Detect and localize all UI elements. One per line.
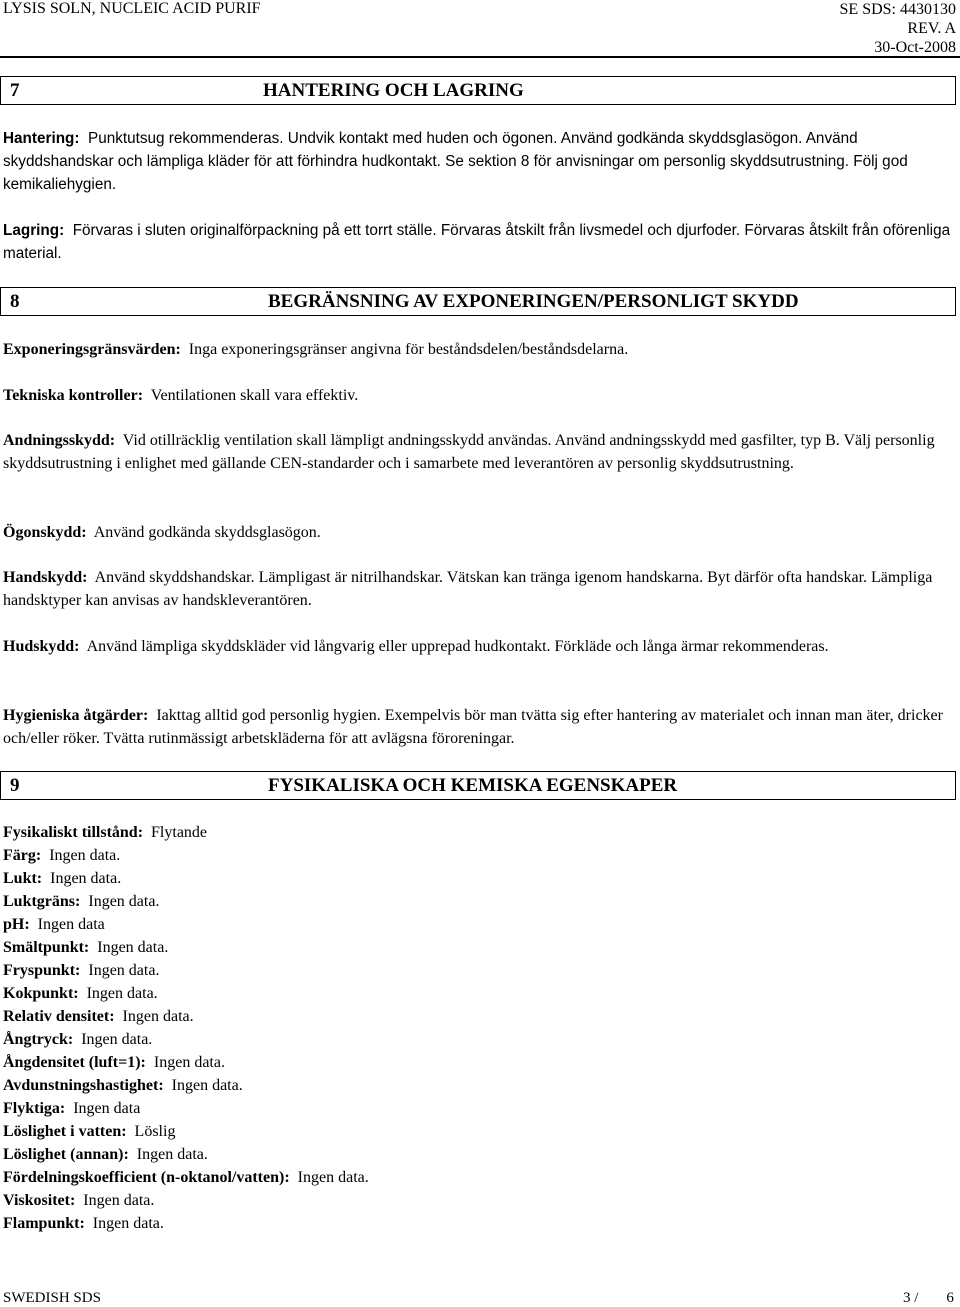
hand-protection-label: Handskydd: xyxy=(3,569,88,586)
sds-number-line xyxy=(840,0,956,19)
property-label: Fryspunkt: xyxy=(3,962,81,979)
property-value: Ingen data. xyxy=(88,893,160,910)
property-physical-state xyxy=(3,821,903,844)
handling-label: Hantering: xyxy=(3,130,80,147)
property-label: Smältpunkt: xyxy=(3,939,90,956)
property-label: Ångtryck: xyxy=(3,1031,74,1048)
property-value: Ingen data. xyxy=(153,1054,225,1071)
property-value: Ingen data. xyxy=(83,1192,155,1209)
property-value: Ingen data. xyxy=(86,985,158,1002)
property-value: Ingen data. xyxy=(88,962,160,979)
handling-text: Punktutsug rekommenderas. Undvik kontakt med huden och ögonen. Använd godkända skyddsglasögon. Använd skyddshandskar och lämpliga kläder för att förhindra hudkontakt. Se sektion 8 för anvisningar om personlig skyddsutrustning. Följ god kemikaliehygien. xyxy=(3,130,908,193)
property-volatiles xyxy=(3,1097,903,1120)
revision: REV. A xyxy=(907,20,956,37)
handling-paragraph xyxy=(3,127,953,196)
property-odor-threshold xyxy=(3,890,903,913)
eye-protection-text: Använd godkända skyddsglasögon. xyxy=(93,524,321,541)
respiratory-protection-paragraph xyxy=(3,429,953,475)
property-melting-point xyxy=(3,936,903,959)
property-freezing-point xyxy=(3,959,903,982)
hygiene-measures-paragraph xyxy=(3,704,953,750)
property-label: Ångdensitet (luft=1): xyxy=(3,1054,146,1071)
property-value: Ingen data. xyxy=(50,870,122,887)
property-label: Kokpunkt: xyxy=(3,985,79,1002)
product-name: LYSIS SOLN, NUCLEIC ACID PURIF xyxy=(3,0,261,17)
storage-paragraph xyxy=(3,219,953,265)
skin-protection-text: Använd lämpliga skyddskläder vid långvarig eller upprepad hudkontakt. Förkläde och långa ärmar rekommenderas. xyxy=(86,638,829,655)
section-title: HANTERING OCH LAGRING xyxy=(263,80,524,101)
property-label: Fysikaliskt tillstånd: xyxy=(3,824,144,841)
eye-protection-paragraph xyxy=(3,521,953,544)
sds-label: SE SDS: xyxy=(839,1,896,18)
exposure-limits-paragraph xyxy=(3,338,953,361)
properties-list xyxy=(3,821,903,1235)
hand-protection-text: Använd skyddshandskar. Lämpligast är nitrilhandskar. Vätskan kan tränga igenom handskarna. Byt därför ofta handskar. Lämpliga handsktyper kan anvisas av handskleverantören. xyxy=(3,569,933,609)
storage-label: Lagring: xyxy=(3,222,65,239)
property-evaporation-rate xyxy=(3,1074,903,1097)
exposure-limits-text: Inga exponeringsgränser angivna för beståndsdelen/beståndsdelarna. xyxy=(188,341,629,358)
section-number: 8 xyxy=(10,291,20,312)
section-8-heading xyxy=(0,287,956,316)
technical-controls-text: Ventilationen skall vara effektiv. xyxy=(150,387,359,404)
property-label: Avdunstningshastighet: xyxy=(3,1077,164,1094)
property-partition-coefficient xyxy=(3,1166,903,1189)
property-label: Viskositet: xyxy=(3,1192,76,1209)
property-value: Ingen data. xyxy=(92,1215,164,1232)
section-7-heading xyxy=(0,76,956,105)
property-relative-density xyxy=(3,1005,903,1028)
skin-protection-label: Hudskydd: xyxy=(3,638,80,655)
property-label: Färg: xyxy=(3,847,42,864)
property-value: Ingen data. xyxy=(49,847,121,864)
property-value: Ingen data. xyxy=(97,939,169,956)
property-value: Ingen data. xyxy=(297,1169,369,1186)
property-value: Ingen data. xyxy=(171,1077,243,1094)
revision-date: 30-Oct-2008 xyxy=(874,39,956,56)
respiratory-protection-text: Vid otillräcklig ventilation skall lämpligt andningsskydd användas. Använd andningsskydd med gasfilter, typ B. Välj personlig skyddsutrustning i enlighet med gällande CEN-standarder och i samarbete med leverantören av personlig skyddsutrustning. xyxy=(3,432,935,472)
page-total: 6 xyxy=(946,1290,954,1306)
footer-document-type: SWEDISH SDS xyxy=(3,1290,101,1306)
hygiene-measures-text: Iakttag alltid god personlig hygien. Exempelvis bör man tvätta sig efter hantering av materialet och innan man äter, dricker och/eller röker. Tvätta rutinmässigt arbetskläderna för att avlägsna föroreningar. xyxy=(3,707,943,747)
property-label: Löslighet i vatten: xyxy=(3,1123,127,1140)
property-vapor-density xyxy=(3,1051,903,1074)
page-number xyxy=(903,1289,954,1307)
skin-protection-paragraph xyxy=(3,635,953,658)
property-label: Luktgräns: xyxy=(3,893,81,910)
property-label: pH: xyxy=(3,916,30,933)
property-value: Ingen data xyxy=(73,1100,141,1117)
property-boiling-point xyxy=(3,982,903,1005)
property-label: Flampunkt: xyxy=(3,1215,85,1232)
property-color xyxy=(3,844,903,867)
storage-text: Förvaras i sluten originalförpackning på ett torrt ställe. Förvaras åtskilt från livsmedel och djurfoder. Förvaras åtskilt från oförenliga material. xyxy=(3,222,951,262)
property-label: Relativ densitet: xyxy=(3,1008,115,1025)
section-number: 9 xyxy=(10,775,20,796)
property-value: Ingen data xyxy=(37,916,105,933)
property-vapor-pressure xyxy=(3,1028,903,1051)
property-value: Ingen data. xyxy=(81,1031,153,1048)
technical-controls-paragraph xyxy=(3,384,953,407)
section-number: 7 xyxy=(10,80,20,101)
section-9-heading xyxy=(0,771,956,800)
section-title: BEGRÄNSNING AV EXPONERINGEN/PERSONLIGT SKYDD xyxy=(268,291,799,312)
sds-number: 4430130 xyxy=(900,1,956,18)
property-ph xyxy=(3,913,903,936)
property-value: Ingen data. xyxy=(136,1146,208,1163)
property-value: Flytande xyxy=(151,824,208,841)
document-meta xyxy=(840,0,956,57)
property-label: Flyktiga: xyxy=(3,1100,66,1117)
property-label: Lukt: xyxy=(3,870,43,887)
property-odor xyxy=(3,867,903,890)
hygiene-measures-label: Hygieniska åtgärder: xyxy=(3,707,149,724)
property-value: Ingen data. xyxy=(122,1008,194,1025)
eye-protection-label: Ögonskydd: xyxy=(3,524,87,541)
respiratory-protection-label: Andningsskydd: xyxy=(3,432,116,449)
property-viscosity xyxy=(3,1189,903,1212)
header-rule xyxy=(0,56,960,58)
property-label: Fördelningskoefficient (n-oktanol/vatten): xyxy=(3,1169,290,1186)
property-label: Löslighet (annan): xyxy=(3,1146,129,1163)
technical-controls-label: Tekniska kontroller: xyxy=(3,387,144,404)
exposure-limits-label: Exponeringsgränsvärden: xyxy=(3,341,181,358)
hand-protection-paragraph xyxy=(3,566,953,612)
property-water-solubility xyxy=(3,1120,903,1143)
section-title: FYSIKALISKA OCH KEMISKA EGENSKAPER xyxy=(268,775,678,796)
property-flash-point xyxy=(3,1212,903,1235)
property-value: Löslig xyxy=(134,1123,176,1140)
property-other-solubility xyxy=(3,1143,903,1166)
page-current: 3 / xyxy=(903,1290,919,1306)
